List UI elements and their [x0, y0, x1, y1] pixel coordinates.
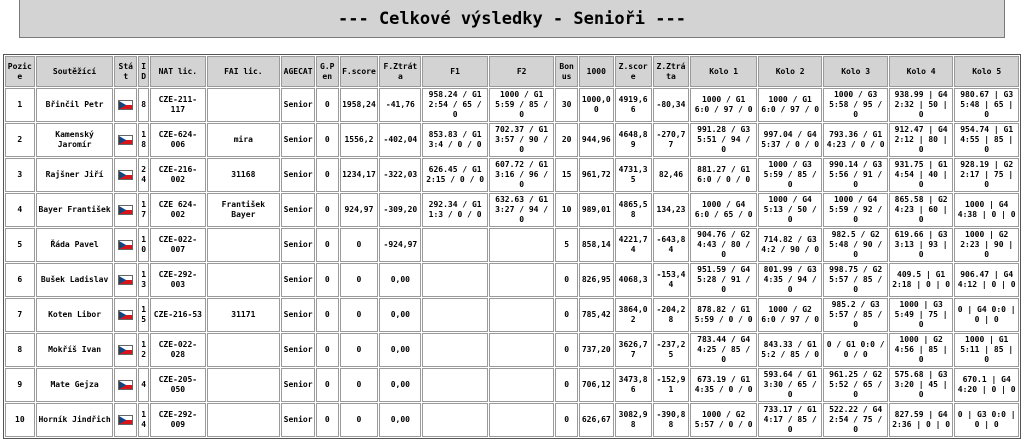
zscore-cell: 4731,35 [615, 158, 652, 192]
col-f2-header: F2 [489, 56, 555, 87]
fai-lic-cell: František Bayer [207, 193, 281, 227]
kolo-1-cell: 1000 / G1 6:0 / 97 / 0 [690, 88, 757, 122]
f1-cell [422, 298, 488, 332]
kolo-2-cell: 843.33 / G1 5:2 / 85 / 0 [758, 333, 822, 367]
kolo-5-cell: 1000 | G4 4:38 | 0 | 0 [954, 193, 1019, 227]
agecat-cell: Senior [281, 158, 315, 192]
kolo-3-cell: 998.75 / G2 5:57 / 85 / 0 [823, 263, 887, 297]
fai-lic-cell [207, 368, 281, 402]
fscore-cell: 924,97 [340, 193, 379, 227]
fztrata-cell: -924,97 [379, 228, 421, 262]
flag-cell [114, 228, 137, 262]
f1-cell: 853.83 / G1 3:4 / 0 / 0 [422, 123, 488, 157]
table-row [5, 298, 1019, 332]
name-cell: Rajšner Jiří [36, 158, 114, 192]
position-cell: 5 [5, 228, 35, 262]
nat-lic-cell: CZE-216-002 [150, 158, 205, 192]
bonus-cell: 0 [555, 298, 578, 332]
kolo-1-cell: 1000 / G2 5:57 / 0 / 0 [690, 403, 757, 437]
agecat-cell: Senior [281, 333, 315, 367]
kolo-1-cell: 991.28 / G3 5:51 / 94 / 0 [690, 123, 757, 157]
flag-cell [114, 298, 137, 332]
table-row [5, 158, 1019, 192]
fscore-cell: 1556,2 [340, 123, 379, 157]
f1-cell [422, 333, 488, 367]
position-cell: 6 [5, 263, 35, 297]
agecat-cell: Senior [281, 123, 315, 157]
gpen-cell: 0 [316, 193, 339, 227]
name-cell: Horník Jindřich [36, 403, 114, 437]
fai-lic-cell [207, 403, 281, 437]
fztrata-cell: 0,00 [379, 368, 421, 402]
table-row [5, 88, 1019, 122]
flag-cell [114, 158, 137, 192]
nat-lic-cell: CZE-205-050 [150, 368, 205, 402]
flag-cell [114, 263, 137, 297]
kolo-2-cell: 714.82 / G3 4:2 / 90 / 0 [758, 228, 822, 262]
flag-cell [114, 193, 137, 227]
id-cell: 10 [138, 228, 149, 262]
bonus-cell: 10 [555, 193, 578, 227]
fscore-cell: 0 [340, 403, 379, 437]
bonus-cell: 5 [555, 228, 578, 262]
kolo-5-cell: 1000 | G2 2:23 | 90 | 0 [954, 228, 1019, 262]
zztrata-cell: -153,44 [653, 263, 690, 297]
col-nat-lic-header: NAT lic. [150, 56, 205, 87]
kolo-3-cell: 1000 / G3 5:58 / 95 / 0 [823, 88, 887, 122]
agecat-cell: Senior [281, 228, 315, 262]
table-body [5, 88, 1019, 437]
col-bonus-header: Bonus [555, 56, 578, 87]
fai-lic-cell: mira [207, 123, 281, 157]
kolo-5-cell: 0 | G3 0:0 | 0 | 0 [954, 403, 1019, 437]
gpen-cell: 0 [316, 263, 339, 297]
id-cell: 4 [138, 368, 149, 402]
f1-cell: 626.45 / G1 2:15 / 0 / 0 [422, 158, 488, 192]
f2-cell [489, 403, 555, 437]
kolo-4-cell: 409.5 | G1 2:18 | 0 | 0 [889, 263, 953, 297]
czech-flag-icon [118, 100, 133, 110]
col-fztrata-header: F.Ztráta [379, 56, 421, 87]
col-soutezici-header: Soutěžící [36, 56, 114, 87]
score-1000-cell: 989,01 [579, 193, 614, 227]
zztrata-cell: -80,34 [653, 88, 690, 122]
position-cell: 3 [5, 158, 35, 192]
f2-cell: 632.63 / G1 3:27 / 94 / 0 [489, 193, 555, 227]
col-f1-header: F1 [422, 56, 488, 87]
nat-lic-cell: CZE-292-003 [150, 263, 205, 297]
col-pozice-header: Pozice [5, 56, 35, 87]
agecat-cell: Senior [281, 193, 315, 227]
table-row [5, 123, 1019, 157]
kolo-2-cell: 1000 / G3 5:59 / 85 / 0 [758, 158, 822, 192]
name-cell: Koten Libor [36, 298, 114, 332]
name-cell: Bayer František [36, 193, 114, 227]
nat-lic-cell: CZE 624-002 [150, 193, 205, 227]
kolo-3-cell: 522.22 / G4 2:54 / 75 / 0 [823, 403, 887, 437]
col-id-header: ID [138, 56, 149, 87]
fztrata-cell: -322,03 [379, 158, 421, 192]
name-cell: Břinčil Petr [36, 88, 114, 122]
bonus-cell: 0 [555, 333, 578, 367]
fai-lic-cell [207, 333, 281, 367]
gpen-cell: 0 [316, 333, 339, 367]
id-cell: 15 [138, 298, 149, 332]
col-kolo-1-header: Kolo 1 [690, 56, 757, 87]
czech-flag-icon [118, 310, 133, 320]
name-cell: Mate Gejza [36, 368, 114, 402]
table-row [5, 228, 1019, 262]
name-cell: Řáda Pavel [36, 228, 114, 262]
kolo-1-cell: 673.19 / G1 4:35 / 0 / 0 [690, 368, 757, 402]
position-cell: 7 [5, 298, 35, 332]
fztrata-cell: 0,00 [379, 298, 421, 332]
id-cell: 17 [138, 193, 149, 227]
nat-lic-cell: CZE-022-028 [150, 333, 205, 367]
kolo-2-cell: 801.99 / G3 4:35 / 94 / 0 [758, 263, 822, 297]
kolo-4-cell: 827.59 | G4 2:36 | 0 | 0 [889, 403, 953, 437]
name-cell: Mokříš Ivan [36, 333, 114, 367]
score-1000-cell: 944,96 [579, 123, 614, 157]
position-cell: 1 [5, 88, 35, 122]
zscore-cell: 3626,77 [615, 333, 652, 367]
position-cell: 2 [5, 123, 35, 157]
agecat-cell: Senior [281, 88, 315, 122]
fztrata-cell: -309,20 [379, 193, 421, 227]
fai-lic-cell [207, 88, 281, 122]
kolo-4-cell: 619.66 | G3 3:13 | 93 | 0 [889, 228, 953, 262]
gpen-cell: 0 [316, 403, 339, 437]
f1-cell [422, 403, 488, 437]
table-row [5, 333, 1019, 367]
col-gpen-header: G.Pen [316, 56, 339, 87]
kolo-4-cell: 575.68 | G3 3:20 | 45 | 0 [889, 368, 953, 402]
czech-flag-icon [118, 205, 133, 215]
col-kolo-5-header: Kolo 5 [954, 56, 1019, 87]
id-cell: 18 [138, 123, 149, 157]
kolo-1-cell: 1000 / G4 6:0 / 65 / 0 [690, 193, 757, 227]
name-cell: Kamenský Jaromír [36, 123, 114, 157]
fai-lic-cell: 31168 [207, 158, 281, 192]
kolo-3-cell: 961.25 / G2 5:52 / 65 / 0 [823, 368, 887, 402]
kolo-4-cell: 1000 | G2 4:56 | 85 | 0 [889, 333, 953, 367]
kolo-3-cell: 985.2 / G3 5:57 / 85 / 0 [823, 298, 887, 332]
nat-lic-cell: CZE-211-117 [150, 88, 205, 122]
fztrata-cell: -402,04 [379, 123, 421, 157]
position-cell: 10 [5, 403, 35, 437]
fai-lic-cell: 31171 [207, 298, 281, 332]
table-row [5, 263, 1019, 297]
zztrata-cell: -390,88 [653, 403, 690, 437]
fscore-cell: 0 [340, 368, 379, 402]
score-1000-cell: 706,12 [579, 368, 614, 402]
kolo-2-cell: 1000 / G4 5:13 / 50 / 0 [758, 193, 822, 227]
kolo-3-cell: 982.5 / G2 5:48 / 90 / 0 [823, 228, 887, 262]
page-title: --- Celkové výsledky - Senioři --- [19, 0, 1005, 38]
agecat-cell: Senior [281, 403, 315, 437]
position-cell: 8 [5, 333, 35, 367]
col-fscore-header: F.score [340, 56, 379, 87]
gpen-cell: 0 [316, 298, 339, 332]
id-cell: 24 [138, 158, 149, 192]
gpen-cell: 0 [316, 158, 339, 192]
fscore-cell: 0 [340, 263, 379, 297]
kolo-3-cell: 0 / G1 0:0 / 0 / 0 [823, 333, 887, 367]
gpen-cell: 0 [316, 368, 339, 402]
flag-cell [114, 368, 137, 402]
agecat-cell: Senior [281, 298, 315, 332]
czech-flag-icon [118, 415, 133, 425]
f2-cell: 607.72 / G1 3:16 / 96 / 0 [489, 158, 555, 192]
flag-cell [114, 403, 137, 437]
bonus-cell: 30 [555, 88, 578, 122]
bonus-cell: 20 [555, 123, 578, 157]
fztrata-cell: 0,00 [379, 403, 421, 437]
kolo-2-cell: 593.64 / G1 3:30 / 65 / 0 [758, 368, 822, 402]
kolo-1-cell: 878.82 / G1 5:59 / 0 / 0 [690, 298, 757, 332]
position-cell: 4 [5, 193, 35, 227]
col-kolo-4-header: Kolo 4 [889, 56, 953, 87]
col-stat-header: Stát [114, 56, 137, 87]
zscore-cell: 4068,3 [615, 263, 652, 297]
kolo-5-cell: 954.74 | G1 4:55 | 85 | 0 [954, 123, 1019, 157]
kolo-3-cell: 1000 / G4 5:59 / 92 / 0 [823, 193, 887, 227]
gpen-cell: 0 [316, 228, 339, 262]
kolo-5-cell: 0 | G4 0:0 | 0 | 0 [954, 298, 1019, 332]
fztrata-cell: 0,00 [379, 333, 421, 367]
kolo-2-cell: 733.17 / G1 4:17 / 85 / 0 [758, 403, 822, 437]
zscore-cell: 4221,74 [615, 228, 652, 262]
fai-lic-cell [207, 263, 281, 297]
fscore-cell: 0 [340, 333, 379, 367]
score-1000-cell: 626,67 [579, 403, 614, 437]
score-1000-cell: 737,20 [579, 333, 614, 367]
f1-cell: 292.34 / G1 1:3 / 0 / 0 [422, 193, 488, 227]
kolo-5-cell: 980.67 | G3 5:48 | 65 | 0 [954, 88, 1019, 122]
zztrata-cell: 134,23 [653, 193, 690, 227]
bonus-cell: 15 [555, 158, 578, 192]
flag-cell [114, 123, 137, 157]
kolo-5-cell: 1000 | G1 5:11 | 85 | 0 [954, 333, 1019, 367]
zztrata-cell: -237,25 [653, 333, 690, 367]
kolo-3-cell: 990.14 / G3 5:56 / 91 / 0 [823, 158, 887, 192]
kolo-2-cell: 1000 / G1 6:0 / 97 / 0 [758, 88, 822, 122]
zztrata-cell: 82,46 [653, 158, 690, 192]
kolo-4-cell: 912.47 | G4 2:12 | 80 | 0 [889, 123, 953, 157]
score-1000-cell: 1000,00 [579, 88, 614, 122]
fscore-cell: 1958,24 [340, 88, 379, 122]
kolo-4-cell: 931.75 | G1 4:54 | 40 | 0 [889, 158, 953, 192]
score-1000-cell: 858,14 [579, 228, 614, 262]
table-row [5, 193, 1019, 227]
id-cell: 8 [138, 88, 149, 122]
id-cell: 13 [138, 263, 149, 297]
col-agecat-header: AGECAT [281, 56, 315, 87]
czech-flag-icon [118, 170, 133, 180]
col-kolo-2-header: Kolo 2 [758, 56, 822, 87]
kolo-1-cell: 881.27 / G1 6:0 / 0 / 0 [690, 158, 757, 192]
id-cell: 14 [138, 403, 149, 437]
zscore-cell: 3864,02 [615, 298, 652, 332]
zscore-cell: 4648,89 [615, 123, 652, 157]
agecat-cell: Senior [281, 263, 315, 297]
zscore-cell: 3082,98 [615, 403, 652, 437]
col-kolo-3-header: Kolo 3 [823, 56, 887, 87]
fztrata-cell: 0,00 [379, 263, 421, 297]
kolo-4-cell: 865.58 | G2 4:23 | 60 | 0 [889, 193, 953, 227]
f1-cell [422, 263, 488, 297]
zztrata-cell: -643,84 [653, 228, 690, 262]
czech-flag-icon [118, 135, 133, 145]
kolo-1-cell: 904.76 / G2 4:43 / 80 / 0 [690, 228, 757, 262]
col-1000-header: 1000 [579, 56, 614, 87]
bonus-cell: 0 [555, 368, 578, 402]
czech-flag-icon [118, 345, 133, 355]
zztrata-cell: -204,28 [653, 298, 690, 332]
zscore-cell: 3473,86 [615, 368, 652, 402]
score-1000-cell: 826,95 [579, 263, 614, 297]
bonus-cell: 0 [555, 403, 578, 437]
table-row [5, 403, 1019, 437]
f1-cell [422, 228, 488, 262]
f2-cell: 1000 / G1 5:59 / 85 / 0 [489, 88, 555, 122]
kolo-4-cell: 938.99 | G4 2:32 | 50 | 0 [889, 88, 953, 122]
f2-cell [489, 263, 555, 297]
kolo-2-cell: 1000 / G2 6:0 / 97 / 0 [758, 298, 822, 332]
zscore-cell: 4865,58 [615, 193, 652, 227]
kolo-2-cell: 997.04 / G4 5:37 / 0 / 0 [758, 123, 822, 157]
f1-cell: 958.24 / G1 2:54 / 65 / 0 [422, 88, 488, 122]
bonus-cell: 0 [555, 263, 578, 297]
flag-cell [114, 88, 137, 122]
name-cell: Bušek Ladislav [36, 263, 114, 297]
kolo-1-cell: 783.44 / G4 4:25 / 85 / 0 [690, 333, 757, 367]
table-row [5, 368, 1019, 402]
nat-lic-cell: CZE-624-006 [150, 123, 205, 157]
header-row [5, 56, 1019, 87]
gpen-cell: 0 [316, 123, 339, 157]
nat-lic-cell: CZE-216-53 [150, 298, 205, 332]
position-cell: 9 [5, 368, 35, 402]
f2-cell: 702.37 / G1 3:57 / 90 / 0 [489, 123, 555, 157]
fscore-cell: 0 [340, 228, 379, 262]
nat-lic-cell: CZE-292-009 [150, 403, 205, 437]
f2-cell [489, 368, 555, 402]
kolo-5-cell: 906.47 | G4 4:12 | 0 | 0 [954, 263, 1019, 297]
nat-lic-cell: CZE-022-007 [150, 228, 205, 262]
kolo-4-cell: 1000 | G3 5:49 | 75 | 0 [889, 298, 953, 332]
agecat-cell: Senior [281, 368, 315, 402]
fztrata-cell: -41,76 [379, 88, 421, 122]
score-1000-cell: 961,72 [579, 158, 614, 192]
kolo-5-cell: 670.1 | G4 4:20 | 0 | 0 [954, 368, 1019, 402]
kolo-5-cell: 928.19 | G2 2:17 | 75 | 0 [954, 158, 1019, 192]
f2-cell [489, 333, 555, 367]
zztrata-cell: -270,77 [653, 123, 690, 157]
results-table [3, 54, 1021, 439]
col-fai-lic-header: FAI lic. [207, 56, 281, 87]
kolo-1-cell: 951.59 / G4 5:28 / 91 / 0 [690, 263, 757, 297]
czech-flag-icon [118, 380, 133, 390]
fai-lic-cell [207, 228, 281, 262]
f1-cell [422, 368, 488, 402]
f2-cell [489, 228, 555, 262]
czech-flag-icon [118, 240, 133, 250]
id-cell: 12 [138, 333, 149, 367]
zscore-cell: 4919,66 [615, 88, 652, 122]
zztrata-cell: -152,91 [653, 368, 690, 402]
flag-cell [114, 333, 137, 367]
fscore-cell: 1234,17 [340, 158, 379, 192]
fscore-cell: 0 [340, 298, 379, 332]
kolo-3-cell: 793.36 / G1 4:23 / 0 / 0 [823, 123, 887, 157]
f2-cell [489, 298, 555, 332]
gpen-cell: 0 [316, 88, 339, 122]
col-zztrata-header: Z.Ztráta [653, 56, 690, 87]
score-1000-cell: 785,42 [579, 298, 614, 332]
czech-flag-icon [118, 275, 133, 285]
col-zscore-header: Z.score [615, 56, 652, 87]
